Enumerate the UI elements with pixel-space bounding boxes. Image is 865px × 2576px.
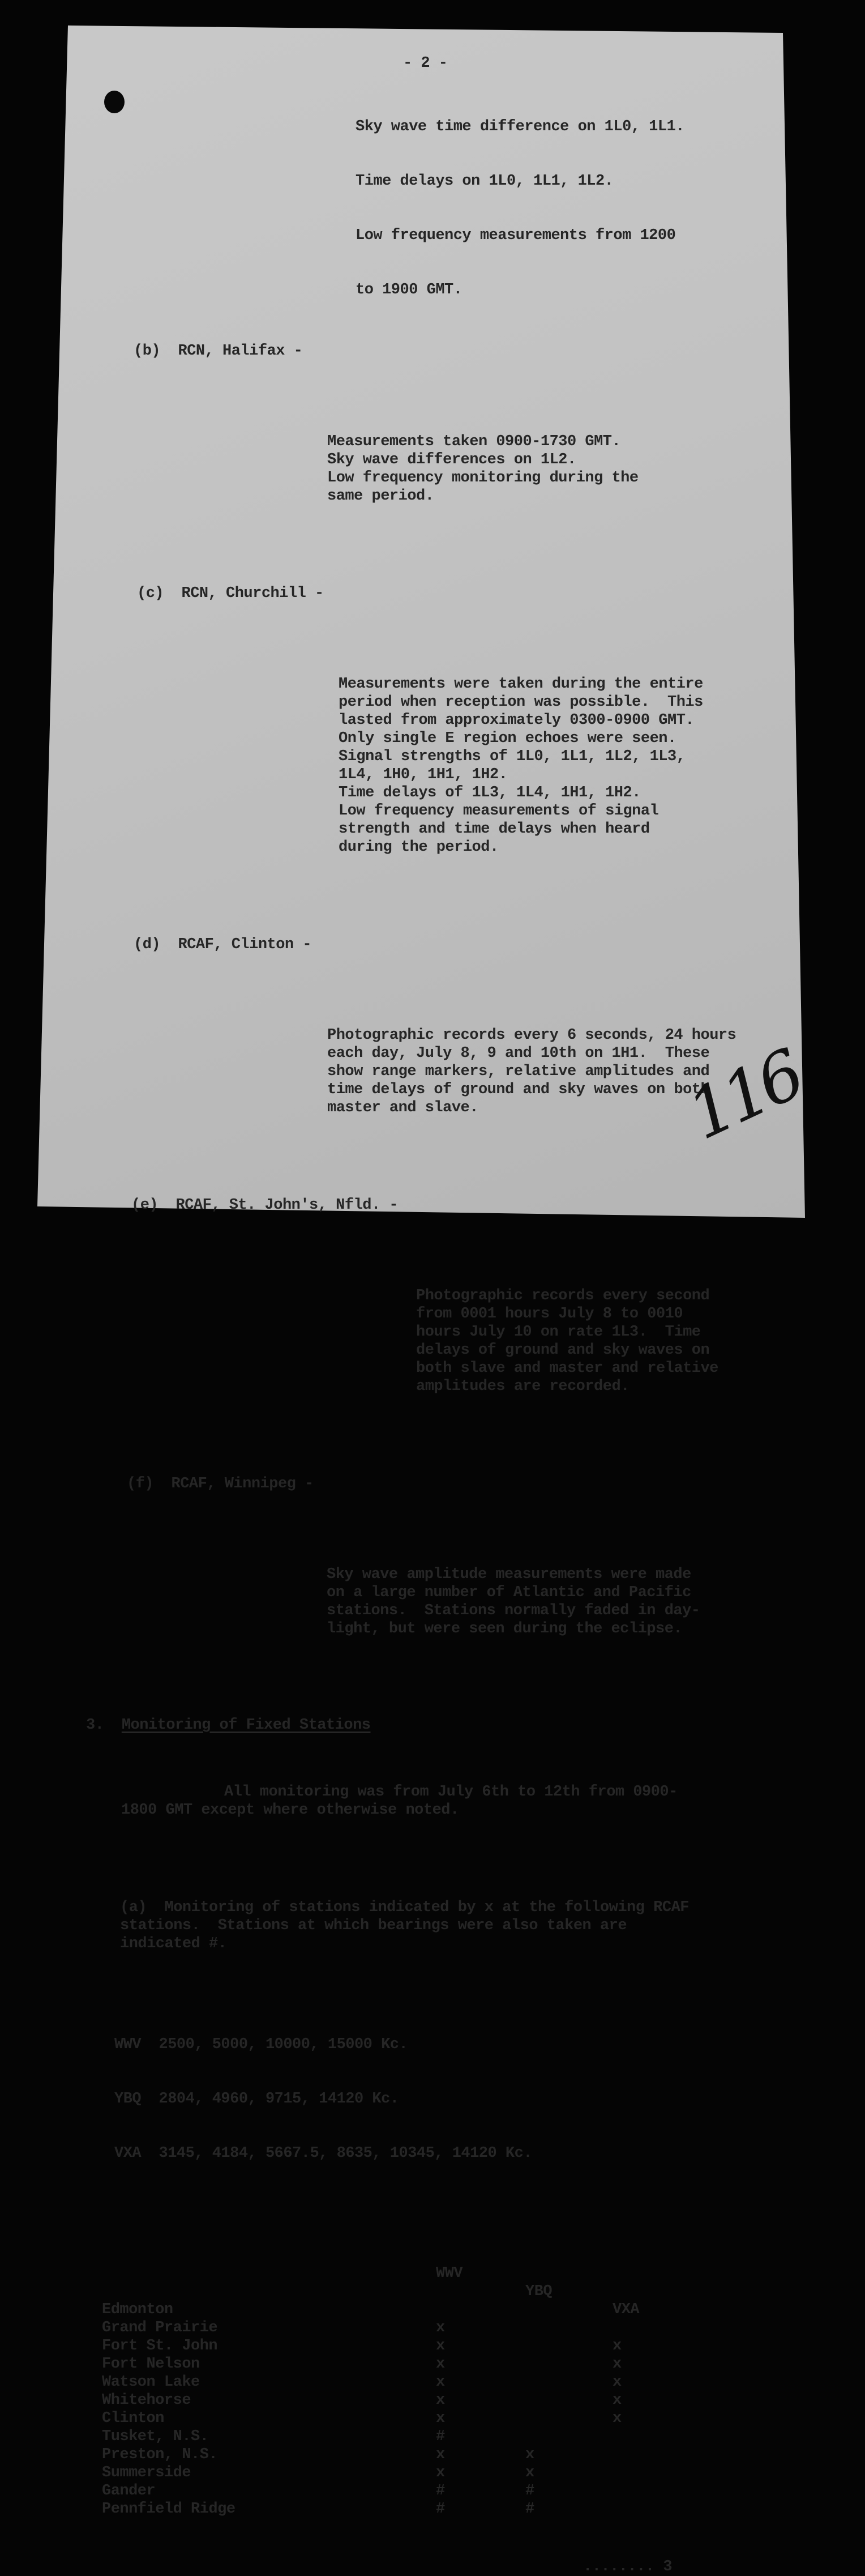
frequency-list: WWV 2500, 5000, 10000, 15000 Kc. YBQ 2804, 4960, 9715, 14120 Kc. VXA 3145, 4184, 5667.5, 8635, 10345, 14120 Kc. [114, 2036, 533, 2162]
station-mark: x [525, 2446, 534, 2463]
table-row [102, 2446, 668, 2464]
station-mark: x [436, 2338, 445, 2355]
station-name: Whitehorse [102, 2392, 191, 2409]
paragraph-2: (a) Monitoring of stations indicated by x at the following RCAF stations. Stations at which bearings were also taken are indicated #. [120, 1899, 689, 1952]
table-row [102, 2301, 668, 2319]
text-line: to 1900 GMT. [356, 282, 463, 298]
item-f [0, 1475, 865, 1711]
station-name: Fort St. John [102, 2338, 218, 2355]
item-b-label: (b) RCN, Halifax - [134, 343, 303, 360]
table-row [102, 2319, 668, 2337]
station-mark: x [436, 2464, 445, 2481]
station-mark: # [525, 2501, 534, 2518]
item-b [0, 342, 865, 578]
station-mark: x [436, 2392, 445, 2409]
item-f-text: Sky wave amplitude measurements were made on a large number of Atlantic and Pacific stations. Stations normally faded in day- light, but were seen during the eclipse. [327, 1566, 700, 1637]
station-mark: x [436, 2356, 445, 2373]
station-mark: x [613, 2392, 622, 2409]
document-body [0, 54, 865, 2576]
item-f-label: (f) RCAF, Winnipeg - [127, 1475, 314, 1492]
table-row [102, 2373, 668, 2391]
table-row [102, 2482, 668, 2500]
station-mark: x [613, 2374, 622, 2391]
table-row [102, 2337, 668, 2355]
text-line: Time delays on 1L0, 1L1, 1L2. [356, 173, 614, 190]
item-d-text: Photographic records every 6 seconds, 24 hours each day, July 8, 9 and 10th on 1H1. These show range markers, relative amplitudes and time delays of ground and sky waves on both master and slave. [327, 1027, 736, 1116]
continuation-marker: ........ 3 [583, 2558, 673, 2575]
item-c-label: (c) RCN, Churchill - [137, 585, 324, 602]
paragraph-1: All monitoring was from July 6th to 12th from 0900- 1800 GMT except where otherwise noted. [121, 1784, 678, 1819]
station-mark: x [613, 2410, 622, 2427]
station-name: Fort Nelson [102, 2356, 200, 2373]
section-heading: 3. Monitoring of Fixed Stations [86, 1717, 371, 1734]
station-name: Grand Prairie [102, 2319, 218, 2336]
station-mark: x [436, 2319, 445, 2336]
table-row [102, 2464, 668, 2482]
station-name: Tusket, N.S. [102, 2428, 209, 2445]
column-header: WWV [436, 2265, 463, 2282]
station-mark: x [436, 2446, 445, 2463]
item-e-text: Photographic records every second from 0001 hours July 8 to 0010 hours July 10 on rate 1L3. Time delays of ground and sky waves on both slave and master and relative amplitudes are recorded. [416, 1287, 718, 1395]
intro-block [356, 82, 865, 335]
station-mark: # [436, 2501, 445, 2518]
item-b-text: Measurements taken 0900-1730 GMT. Sky wave differences on 1L2. Low frequency monitoring during the same period. [327, 433, 639, 505]
station-name: Preston, N.S. [102, 2446, 218, 2463]
station-name: Gander [102, 2483, 156, 2500]
station-table [102, 2210, 668, 2554]
station-name: Edmonton [102, 2301, 173, 2318]
table-row [102, 2428, 668, 2446]
item-e [0, 1196, 865, 1468]
text-line: Low frequency measurements from 1200 [356, 227, 676, 244]
table-row [102, 2391, 668, 2409]
page-number: - 2 - [403, 55, 448, 72]
station-mark: x [436, 2374, 445, 2391]
table-row [102, 2409, 668, 2428]
station-mark: x [613, 2338, 622, 2355]
station-mark: # [436, 2428, 445, 2445]
column-header: YBQ [525, 2283, 553, 2300]
table-row [102, 2355, 668, 2373]
station-mark: x [436, 2410, 445, 2427]
station-mark: x [613, 2356, 622, 2373]
item-c-text: Measurements were taken during the entire period when reception was possible. This lasted from approximately 0300-0900 GMT. Only single E region echoes were seen. Signal strengths of 1L0, 1L1, 1L2, 1L3, 1L4, 1H0, 1H1, 1H2. Time delays of 1L3, 1L4, 1H1, 1H2. Low frequency measurements of signal strength and time delays when heard during the period. [339, 676, 703, 856]
station-name: Clinton [102, 2410, 164, 2427]
item-d-label: (d) RCAF, Clinton - [134, 936, 312, 953]
column-header: VXA [613, 2301, 640, 2318]
handwritten-folio-number: 116 [676, 1036, 812, 1155]
station-name: Pennfield Ridge [102, 2501, 235, 2518]
table-row [102, 2500, 668, 2518]
station-name: Watson Lake [102, 2374, 200, 2391]
item-e-label: (e) RCAF, St. John's, Nfld. - [131, 1197, 399, 1214]
text-line: Sky wave time difference on 1L0, 1L1. [356, 118, 684, 135]
station-mark: x [525, 2464, 534, 2481]
station-mark: # [436, 2483, 445, 2500]
station-mark: # [525, 2483, 534, 2500]
station-name: Summerside [102, 2464, 191, 2481]
item-c [0, 585, 865, 929]
